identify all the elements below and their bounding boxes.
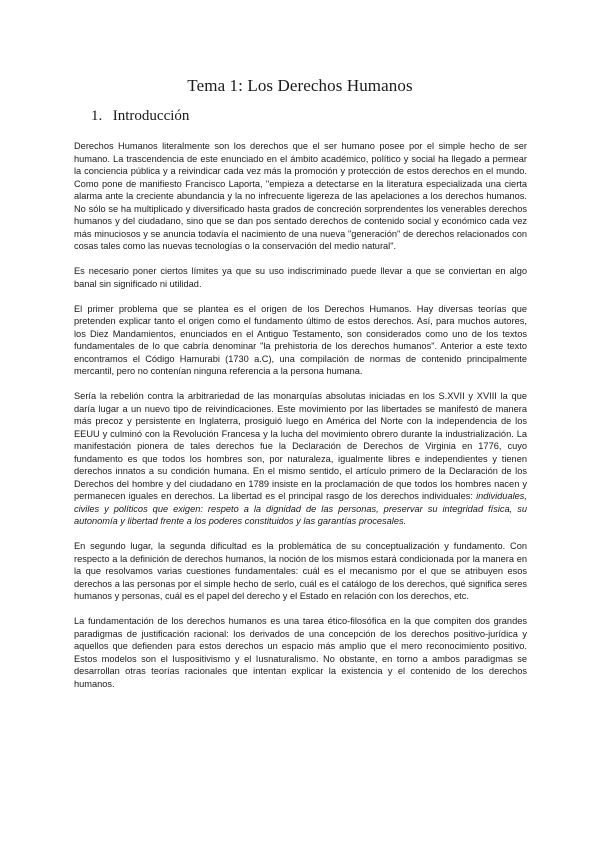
paragraph-3: El primer problema que se plantea es el origen de los Derechos Humanos. Hay diversas teorías que pretenden explicar tanto el origen como el fundamento último de estos derechos. Así, para muchos autores, los Diez Mandamientos, enunciados en el Antiguo Testamento, son considerados como uno de los textos fundamentales de lo que cabría denominar "la prehistoria de los derechos humanos". Anterior a este texto encontramos el Código Hamurabi (1730 a.C), una compilación de normas de contenido principalmente mercantil, pero no contenían ninguna referencia a la persona humana. — [74, 303, 527, 376]
paragraph-4-text: Sería la rebelión contra la arbitrariedad de las monarquías absolutas iniciadas en los S.XVII y XVIII la que daría lugar a un nuevo tipo de reivindicaciones. Este movimiento por las libertades se manifestó de manera más precoz y persistente en Inglaterra, prosiguió luego en América del Norte con la independencia de los EEUU y culminó con la Revolución Francesa y la lucha del movimiento obrero durante la industrialización. La manifestación pionera de tales derechos fue la Declaración de Derechos de Virginia en 1776, cuyo fundamento es que todos los hombres son, por naturaleza, igualmente libres e independientes y tienen derechos innatos a su condición humana. En el mismo sentido, el artículo primero de la Declaración de los Derechos del hombre y del ciudadano en 1789 insiste en la proclamación de que todos los hombres nacen y permanecen iguales en derechos. La libertad es el principal rasgo de los derechos individuales: — [74, 391, 527, 501]
paragraph-6: La fundamentación de los derechos humanos es una tarea ético-filosófica en la que compiten dos grandes paradigmas de justificación racional: los derivados de una concepción de los derechos positivo-jurídica y aquellos que defienden para estos derechos un espacio más amplio que el mero reconocimiento positivo. Estos modelos son el Iuspositivismo y el Iusnaturalismo. No obstante, en torno a ambos paradigmas se desarrollan otras teorías racionales que intentan explicar la existencia y el contenido de los derechos humanos. — [74, 616, 527, 689]
paragraph-4-italic: individuales, civiles y políticos que exigen: respeto a la dignidad de las personas, preservar su integridad física, su autonomía y libertad frente a los poderes constituidos y las garantías procesales. — [74, 491, 527, 526]
section-heading — [91, 108, 189, 125]
section-number: 1. — [91, 108, 103, 124]
paragraph-2: Es necesario poner ciertos límites ya que su uso indiscriminado puede llevar a que se conviertan en algo banal sin significado ni utilidad. — [74, 266, 527, 289]
document-body — [74, 140, 527, 703]
paragraph-4 — [74, 390, 527, 528]
document-title: Tema 1: Los Derechos Humanos — [187, 76, 413, 95]
section-title: Introducción — [112, 108, 190, 124]
paragraph-5: En segundo lugar, la segunda dificultad es la problemática de su conceptualización y fundamento. Con respecto a la definición de derechos humanos, la noción de los mismos estará condicionada por la manera en la que resolvamos varias cuestiones fundamentales: cuál es el mecanismo por el que se atribuyen esos derechos a las personas por el simple hecho de serlo, cuál es el catálogo de los derechos, qué significa seres humanos y personas, cuál es el papel del derecho y el Estado en relación con los derechos, etc. — [74, 541, 527, 601]
paragraph-1: Derechos Humanos literalmente son los derechos que el ser humano posee por el simple hecho de ser humano. La trascendencia de este enunciado en el ámbito académico, político y social ha llegado a permear la conciencia pública y a reivindicar cada vez más la promoción y protección de estos derechos en el mundo. Como pone de manifiesto Francisco Laporta, "empieza a detectarse en la literatura especializada una cierta alarma ante la creciente abundancia y la no infrecuente ligereza de las apelaciones a los derechos humanos. No sólo se ha multiplicado y diversificado hasta grados de concreción sorprendentes los venerables derechos humanos y del ciudadano, sino que se dan pos sentado derechos de contenido social y económico cada vez más minuciosos y se anuncia todavía el nacimiento de una nueva "generación" de derechos relacionados con cosas tales como las nuevas tecnologías o la conservación del medio natural". — [74, 141, 527, 251]
